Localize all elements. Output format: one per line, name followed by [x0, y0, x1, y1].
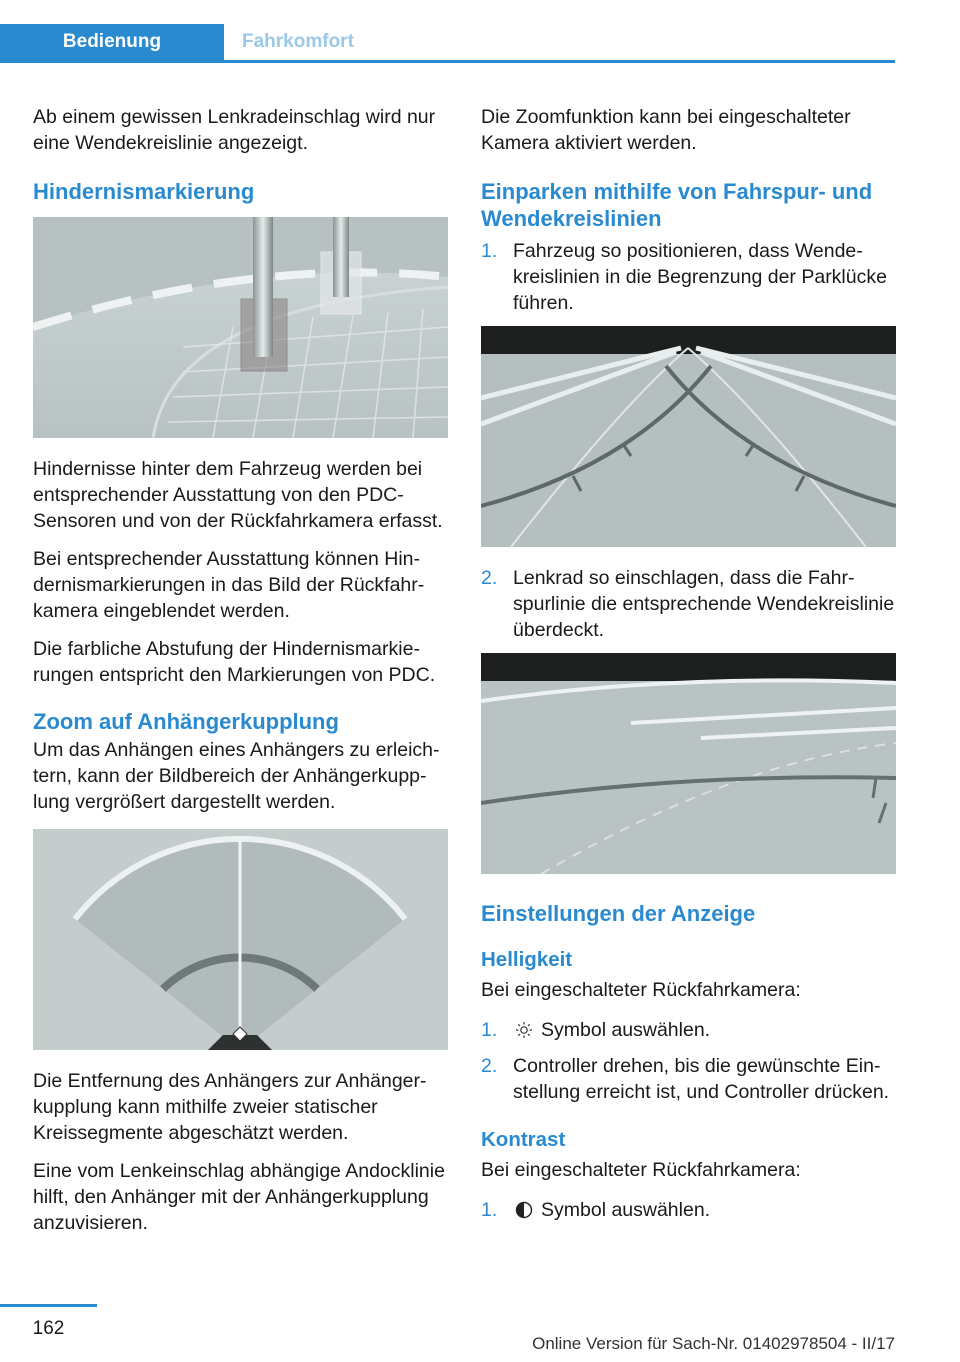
header-tabbar [0, 24, 895, 63]
trailer-hitch-zoom-image [33, 829, 448, 1050]
list-item: 1. Symbol auswählen. [481, 1019, 711, 1041]
zoom-paragraph: Um das Anhängen eines Anhängers zu erleichtern, kann der Bildbereich der Anhängerkupplung vergrößert dargestellt werden. [33, 739, 440, 813]
tab-fahrkomfort[interactable]: Fahrkomfort [242, 31, 354, 52]
right-column [481, 104, 899, 1233]
helligkeit-intro: Bei eingeschalteter Rückfahrkamera: [481, 979, 801, 1001]
left-column [33, 104, 451, 1248]
online-version-note: Online Version für Sach-Nr. 01402978504 - II/17 [532, 1334, 895, 1353]
parking-lines-image-1 [481, 326, 896, 547]
heading-helligkeit: Helligkeit [481, 948, 573, 971]
heading-einparken: Einparken mithilfe von Fahrspur- und Wendekreislinien [481, 179, 873, 231]
brightness-icon [515, 1021, 533, 1039]
list-item: 1. Symbol auswählen. [481, 1199, 711, 1221]
parking-lines-image-2 [481, 653, 896, 874]
tab-bedienung[interactable]: Bedienung [0, 24, 224, 60]
einparken-steps-b [481, 565, 899, 643]
page-number: 162 [32, 1318, 65, 1339]
obstacle-paragraph-2: Bei entsprechender Ausstattung können Hindernismarkierungen in das Bild der Rückfahrkamera eingeblendet werden. [33, 548, 425, 622]
obstacle-marking-image [33, 217, 448, 438]
obstacle-paragraph-1: Hindernisse hinter dem Fahrzeug werden bei entsprechender Ausstattung von den PDC-Sensoren und von der Rückfahrkamera erfasst. [33, 458, 443, 532]
zoom-activation-paragraph: Die Zoomfunktion kann bei eingeschalteter Kamera aktiviert werden. [481, 106, 851, 154]
obstacle-paragraph-3: Die farbliche Abstufung der Hindernismarkierungen entspricht den Markierungen von PDC. [33, 638, 436, 686]
intro-paragraph: Ab einem gewissen Lenkradeinschlag wird nur eine Wendekreislinie angezeigt. [33, 106, 436, 154]
helligkeit-steps [481, 1017, 899, 1105]
footer-accent-line [0, 1304, 97, 1307]
heading-einstellungen: Einstellungen der Anzeige [481, 901, 756, 926]
kontrast-intro: Bei eingeschalteter Rückfahrkamera: [481, 1159, 801, 1181]
heading-kontrast: Kontrast [481, 1128, 566, 1151]
heading-hindernismarkierung: Hindernismarkierung [33, 179, 255, 204]
kontrast-steps [481, 1197, 899, 1223]
list-item: 2. Lenkrad so einschlagen, dass die Fahrspurlinie die entsprechende Wendekreislinie überdeckt. [481, 567, 895, 641]
docking-line-paragraph: Eine vom Lenkeinschlag abhängige Andocklinie hilft, den Anhänger mit der Anhängerkupplung anzuvisieren. [33, 1160, 445, 1234]
distance-paragraph: Die Entfernung des Anhängers zur Anhängerkupplung kann mithilfe zweier statischer Kreissegmente abgeschätzt werden. [33, 1070, 427, 1144]
einparken-steps-a [481, 238, 899, 316]
contrast-icon [515, 1201, 533, 1219]
list-item: 1. Fahrzeug so positionieren, dass Wendekreislinien in die Begrenzung der Parklücke führen. [481, 240, 887, 314]
heading-zoom: Zoom auf Anhängerkupplung [33, 709, 339, 734]
list-item: 2. Controller drehen, bis die gewünschte Einstellung erreicht ist, und Controller drücken. [481, 1055, 890, 1103]
